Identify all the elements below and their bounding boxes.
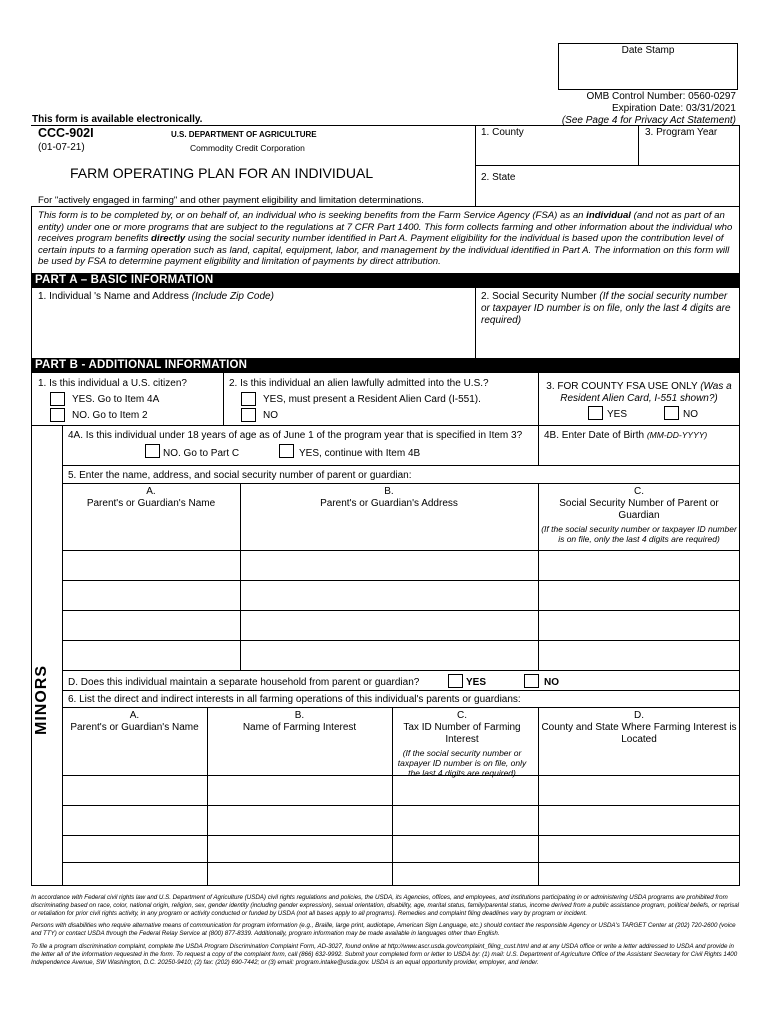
q2-no-label: NO	[263, 410, 278, 421]
disabilities-statement: Persons with disabilities who require alternative means of communication for program information (e.g., Braille, large print, audiotape, American Sign Language, etc.) should contact the responsible Agency or USDA's TARGET Center at (202) 720-2600 (voice and TTY) or contact USDA through the Federal Relay Service at (800) 877-8339. Additionally, program information may be made available in languages other than English.	[31, 922, 736, 937]
q6-col-c-header: C. Tax ID Number of Farming Interest (If the social security number or taxpayer ID number is on file, only the last 4 digits are required)	[397, 710, 527, 778]
q5-col-a-header: A. Parent's or Guardian's Name	[86, 486, 216, 509]
q2-q3-divider	[538, 373, 539, 425]
form-right-border	[739, 125, 740, 885]
q1-label: 1. Is this individual a U.S. citizen?	[38, 378, 187, 389]
q4a-yes-checkbox[interactable]	[279, 444, 294, 458]
q5-label: 5. Enter the name, address, and social security number of parent or guardian:	[68, 470, 412, 481]
purpose-line: For "actively engaged in farming" and other payment eligibility and limitation determinations.	[38, 195, 424, 206]
privacy-note: (See Page 4 for Privacy Act Statement)	[561, 115, 736, 126]
q5-col-divider	[538, 483, 539, 670]
form-date: (01-07-21)	[38, 142, 85, 153]
program-year-label[interactable]: 3. Program Year	[645, 127, 718, 138]
q1-q2-divider	[223, 373, 224, 425]
q6-label: 6. List the direct and indirect interests in all farming operations of this individual's parents or guardians:	[68, 694, 521, 705]
q1-no-checkbox[interactable]	[50, 408, 65, 422]
part-a-header: PART A – BASIC INFORMATION	[31, 273, 740, 288]
form-id: CCC-902I	[38, 126, 94, 140]
q3-no-checkbox[interactable]	[664, 406, 679, 420]
q5-header-top	[62, 483, 740, 484]
q4a-label: 4A. Is this individual under 18 years of age as of June 1 of the program year that is specified in Item 3?	[68, 430, 523, 441]
form-bottom-line	[31, 885, 740, 886]
q6-col-a-header: A. Parent's or Guardian's Name	[70, 710, 199, 733]
qd-no-label: NO	[544, 677, 559, 688]
q5-row-line	[62, 640, 740, 641]
q6-row-line	[62, 862, 740, 863]
q6-row-line	[62, 775, 740, 776]
q5-col-divider	[240, 483, 241, 670]
part-b-header: PART B - ADDITIONAL INFORMATION	[31, 358, 740, 373]
q4a-yes-label: YES, continue with Item 4B	[299, 448, 421, 459]
q4-bottom-line	[62, 465, 740, 466]
q5-col-b-header: B. Parent's or Guardian's Address	[320, 486, 458, 509]
q6-col-divider	[538, 707, 539, 885]
form-left-border	[31, 206, 32, 885]
q5-col-c-header: C. Social Security Number of Parent or Guardian (If the social security number or taxpayer ID number is on file, only the last 4 digits are required)	[541, 486, 737, 544]
county-state-line	[475, 165, 740, 166]
qd-no-checkbox[interactable]	[524, 674, 539, 688]
q6-col-b-header: B. Name of Farming Interest	[242, 710, 357, 733]
intro-paragraph: This form is to be completed by, or on behalf of, an individual who is seeking benefits from the Farm Service Agency (FSA) as an individual (and not as part of an entity) under one or more programs that are subject to the regulations at 7 CFR Part 1400. This form collects farming and other information about the individual who receives program benefits directly using the social security number identified in Part A. Payment eligibility for the individual is based upon the contribution level of certain inputs to a farming operation such as land, capital, equipment, labor, and management by the individual identified in Part A. The information on this form will be used by FSA to determine payment eligibility and limitation of payments by direct attribution.	[38, 210, 733, 268]
q5-row-line	[62, 550, 740, 551]
q4a-no-checkbox[interactable]	[145, 444, 160, 458]
expiration-date: Expiration Date: 03/31/2021	[612, 103, 736, 114]
omb-block	[562, 91, 736, 127]
part-a-divider	[475, 288, 476, 358]
q3-label: 3. FOR COUNTY FSA USE ONLY (Was a Resident Alien Card, I-551 shown?)	[546, 381, 732, 404]
qd-label: D. Does this individual maintain a separate household from parent or guardian?	[68, 677, 420, 688]
sub-agency-name: Commodity Credit Corporation	[190, 143, 305, 153]
q3-yes-label: YES	[607, 409, 628, 420]
q6-row-line	[62, 835, 740, 836]
q5-row-line	[62, 580, 740, 581]
q6-col-d-header: D. County and State Where Farming Interest is Located	[541, 710, 737, 745]
q5-row-line	[62, 610, 740, 611]
qd-yes-label: YES	[466, 677, 487, 688]
q4b-label[interactable]: 4B. Enter Date of Birth (MM-DD-YYYY)	[544, 430, 708, 441]
intro-top-line	[31, 206, 740, 207]
minors-vertical-label: MINORS	[33, 665, 50, 735]
q6-col-divider	[392, 707, 393, 885]
qd-bottom-line	[62, 690, 740, 691]
date-stamp-label: Date Stamp	[621, 45, 675, 56]
q2-no-checkbox[interactable]	[241, 408, 256, 422]
part-a-item2-label[interactable]: 2. Social Security Number (If the social security number or taxpayer ID number is on file, only the last 4 digits are required)	[481, 291, 731, 326]
part-a-item1-label[interactable]: 1. Individual 's Name and Address (Include Zip Code)	[38, 291, 274, 302]
q1-yes-checkbox[interactable]	[50, 392, 65, 406]
civil-rights-statement: In accordance with Federal civil rights law and U.S. Department of Agriculture (USDA) civil rights regulations and policies, the USDA, its Agencies, offices, and employees, and institutions participating in or administering USDA programs are prohibited from discriminating based on race, color, national origin, religion, sex, gender identity (including gender expression), sexual orientation, disability, age, marital status, family/parental status, income derived from a public assistance program, political beliefs, or reprisal or retaliation for prior civil rights activity, in any program or activity conducted or funded by USDA (not all bases apply to all programs). Remedies and complaint filing deadlines vary by program or incident.	[31, 894, 740, 917]
q2-label: 2. Is this individual an alien lawfully admitted into the U.S.?	[229, 378, 489, 389]
q1-no-label: NO. Go to Item 2	[72, 410, 148, 421]
omb-control-number: OMB Control Number: 0560-0297	[586, 91, 736, 102]
q6-col-divider	[207, 707, 208, 885]
q6-row-line	[62, 805, 740, 806]
q3-yes-checkbox[interactable]	[588, 406, 603, 420]
county-year-divider	[638, 125, 639, 165]
q1-yes-label: YES. Go to Item 4A	[72, 394, 160, 405]
complaint-statement: To file a program discrimination complaint, complete the USDA Program Discrimination Complaint Form, AD-3027, found online at http://www.ascr.usda.gov/complaint_filing_cust.html and at any USDA office or write a letter addressed to USDA and provide in the letter all of the information requested in the form. To request a copy of the complaint form, call (866) 632-9992. Submit your completed form or letter to USDA by: (1) mail: U.S. Department of Agriculture Office of the Assistant Secretary for Civil Rights 1400 Independence Avenue, SW Washington, D.C. 20250-9410; (2) fax: (202) 690-7442; or (3) email: program.intake@usda.gov. USDA is an equal opportunity provider, employer, and lender.	[31, 943, 738, 966]
q-row-bottom-line	[31, 425, 740, 426]
q6-header-top	[62, 707, 740, 708]
state-label[interactable]: 2. State	[481, 172, 516, 183]
available-electronically: This form is available electronically.	[32, 114, 203, 125]
form-title: FARM OPERATING PLAN FOR AN INDIVIDUAL	[70, 165, 374, 181]
q2-yes-checkbox[interactable]	[241, 392, 256, 406]
qd-yes-checkbox[interactable]	[448, 674, 463, 688]
header-top-line	[31, 125, 740, 126]
q4a-q4b-divider	[538, 425, 539, 465]
county-label[interactable]: 1. County	[481, 127, 524, 138]
q5-row-line	[62, 670, 740, 671]
q2-yes-label: YES, must present a Resident Alien Card (I-551).	[263, 394, 481, 405]
agency-name: U.S. DEPARTMENT OF AGRICULTURE	[171, 130, 317, 139]
q3-no-label: NO	[683, 409, 698, 420]
q4a-no-label: NO. Go to Part C	[163, 448, 240, 459]
